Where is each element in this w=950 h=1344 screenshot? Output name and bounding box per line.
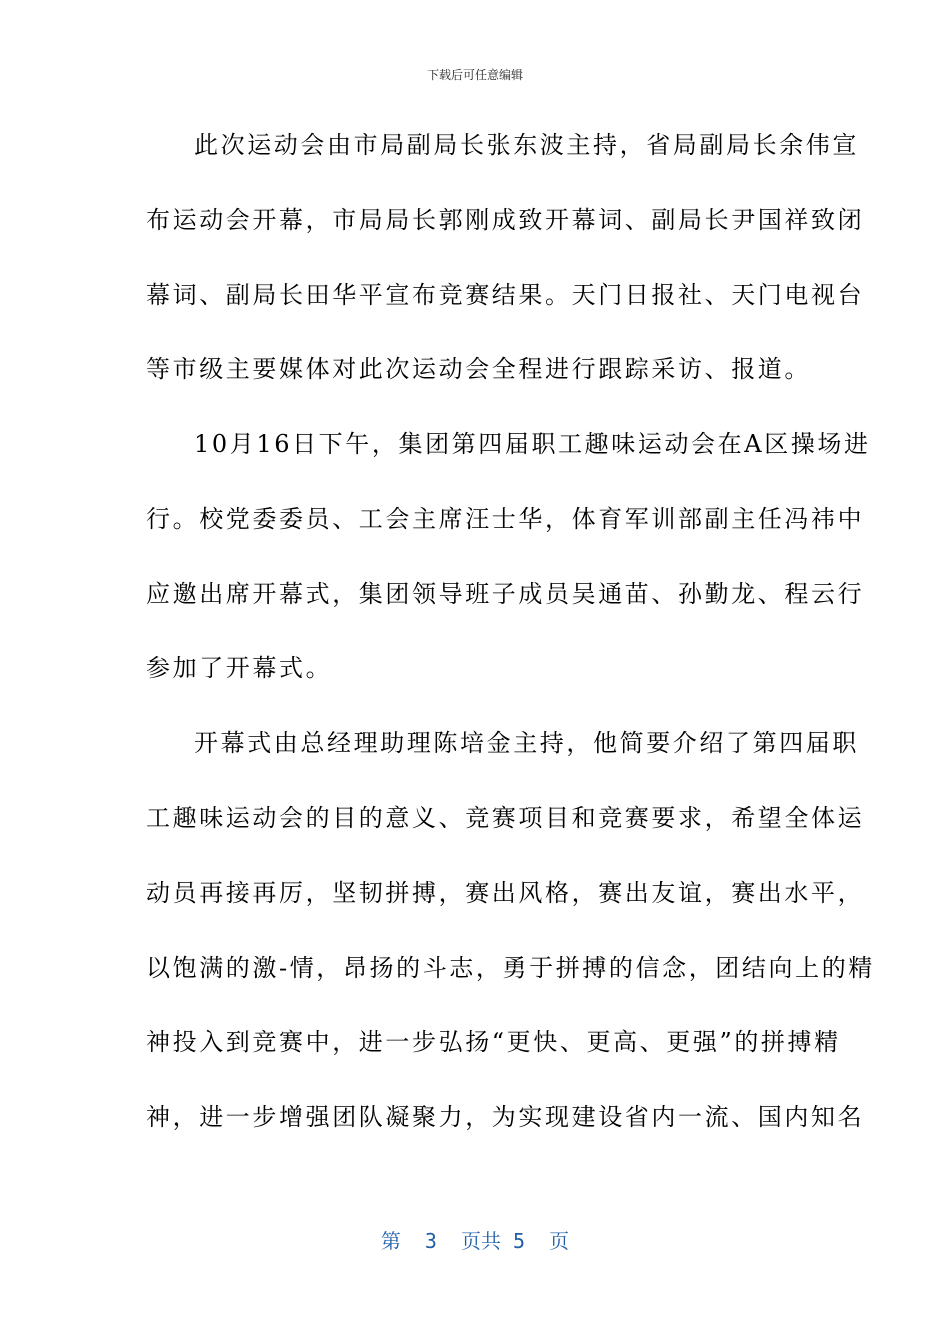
text-line: 工趣味运动会的目的意义、竞赛项目和竞赛要求，希望全体运 [146, 804, 865, 833]
text-line: 动员再接再厉，坚韧拼搏，赛出风格，赛出友谊，赛出水平， [146, 878, 865, 907]
paragraph-2 [146, 426, 871, 725]
text-line: 神投入到竞赛中，进一步弘扬“更快、更高、更强”的拼搏精 [146, 1028, 841, 1057]
text-line: 等市级主要媒体对此次运动会全程进行跟踪采访、报道。 [146, 355, 811, 384]
text-line: 10月16日下午，集团第四届职工趣味运动会在A区操场进 [194, 430, 871, 459]
text-line: 以饱满的激-情，昂扬的斗志，勇于拼搏的信念，团结向上的精 [146, 953, 875, 982]
text-line: 布运动会开幕，市局局长郭刚成致开幕词、副局长尹国祥致闭 [146, 205, 865, 234]
text-line: 幕词、副局长田华平宣布竞赛结果。天门日报社、天门电视台 [146, 280, 865, 309]
text-line: 神，进一步增强团队凝聚力，为实现建设省内一流、国内知名 [146, 1103, 865, 1132]
header-note: 下载后可任意编辑 [426, 68, 523, 82]
paragraph-3 [146, 725, 875, 1136]
text-line: 此次运动会由市局副局长张东波主持，省局副局长余伟宣 [194, 131, 859, 159]
text-line: 应邀出席开幕式，集团领导班子成员吴通苗、孙勤龙、程云行 [146, 579, 865, 608]
document-body [146, 127, 875, 1137]
paragraph-1 [146, 127, 865, 426]
text-line: 参加了开幕式。 [146, 654, 333, 683]
text-line: 行。校党委委员、工会主席汪士华，体育军训部副主任冯祎中 [146, 504, 865, 533]
text-line: 开幕式由总经理助理陈培金主持，他简要介绍了第四届职 [194, 729, 859, 758]
page-number: 第 3 页共 5 页 [380, 1229, 570, 1253]
